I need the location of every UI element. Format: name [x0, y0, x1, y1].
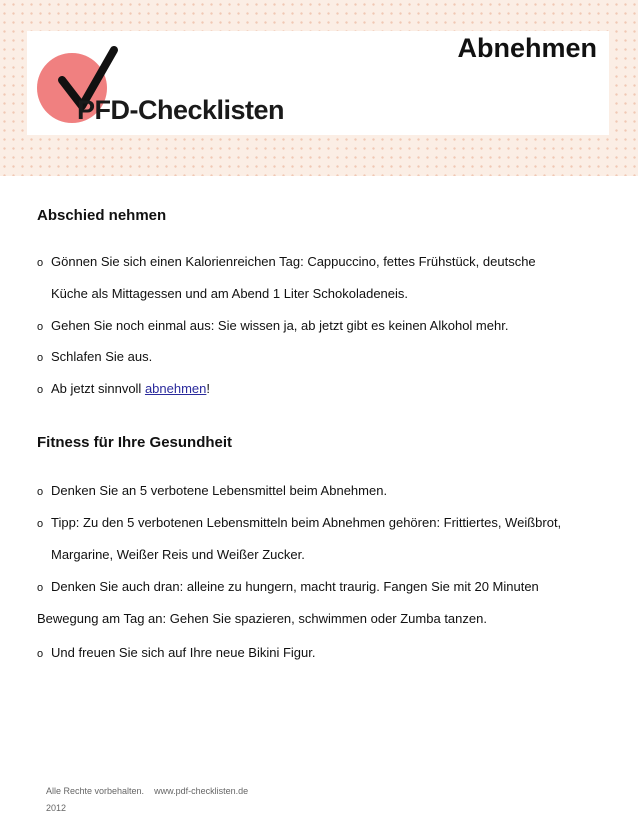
list-item: o Denken Sie auch dran: alleine zu hungern, macht traurig. Fangen Sie mit 20 Minuten: [37, 579, 539, 594]
list-item: o Ab jetzt sinnvoll abnehmen!: [37, 381, 211, 396]
document-title: Abnehmen: [457, 33, 597, 63]
bullet-icon: o: [37, 384, 44, 396]
logo-text: PFD-Checklisten: [77, 95, 285, 125]
bullet-icon: o: [37, 648, 44, 660]
bullet-icon: o: [37, 518, 44, 530]
list-item: o Tipp: Zu den 5 verbotenen Lebensmitteln beim Abnehmen gehören: Frittiertes, Weißbrot,: [37, 515, 562, 530]
list-item: o Gönnen Sie sich einen Kalorienreichen Tag: Cappuccino, fettes Frühstück, deutsche: [37, 254, 536, 269]
bullet-icon: o: [37, 257, 44, 269]
list-item: o Schlafen Sie aus.: [37, 349, 153, 364]
list-item: o Gehen Sie noch einmal aus: Sie wissen ja, ab jetzt gibt es keinen Alkohol mehr.: [37, 318, 509, 333]
bullet-icon: o: [37, 352, 44, 364]
header-banner: [27, 31, 609, 135]
section-title: Fitness für Ihre Gesundheit: [37, 434, 233, 451]
footer-line: [46, 786, 248, 796]
list-item-continuation: Küche als Mittagessen und am Abend 1 Liter Schokoladeneis.: [51, 286, 409, 301]
bullet-icon: o: [37, 486, 44, 498]
list-item: o Denken Sie an 5 verbotene Lebensmittel beim Abnehmen.: [37, 483, 388, 498]
list-item-continuation: Margarine, Weißer Reis und Weißer Zucker.: [51, 547, 305, 562]
footer-year: 2012: [46, 803, 67, 813]
bullet-icon: o: [37, 321, 44, 333]
footer-url: www.pdf-checklisten.de: [154, 786, 249, 796]
section-title: Abschied nehmen: [37, 207, 167, 224]
bullet-icon: o: [37, 582, 44, 594]
abnehmen-link[interactable]: abnehmen: [144, 381, 207, 396]
footer-rights: Alle Rechte vorbehalten.: [46, 786, 145, 796]
list-item: o Und freuen Sie sich auf Ihre neue Bikini Figur.: [37, 645, 316, 660]
list-item-continuation: Bewegung am Tag an: Gehen Sie spazieren, schwimmen oder Zumba tanzen.: [37, 611, 487, 626]
